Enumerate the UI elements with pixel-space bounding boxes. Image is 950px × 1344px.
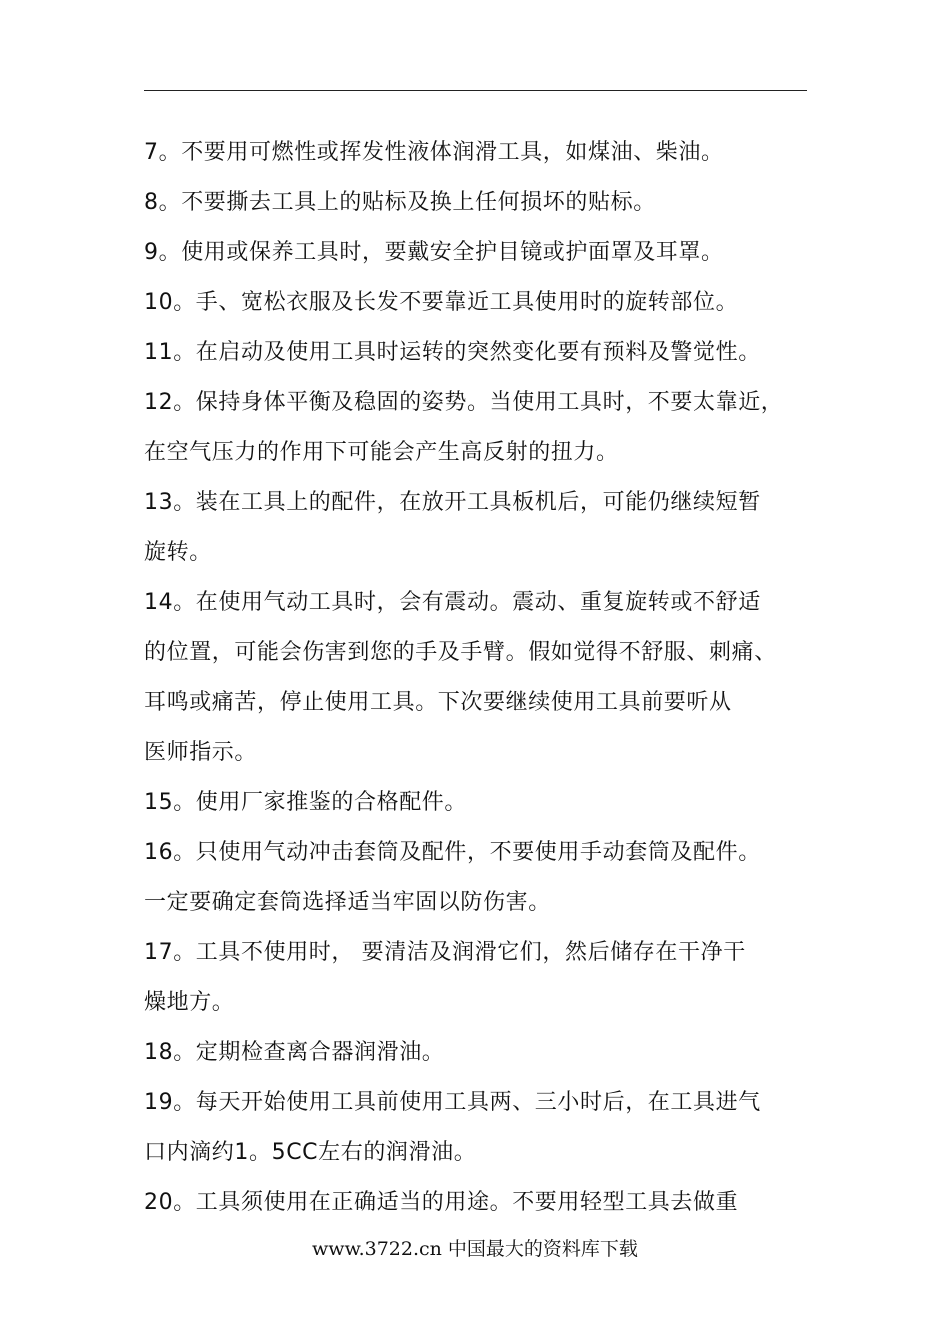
text-line: 11。在启动及使用工具时运转的突然变化要有预料及警觉性。 xyxy=(144,340,761,365)
text-line: 的位置，可能会伤害到您的手及手臂。假如觉得不舒服、刺痛、 xyxy=(144,640,777,665)
text-line: 13。装在工具上的配件，在放开工具板机后，可能仍继续短暂 xyxy=(144,490,761,515)
text-line: 20。工具须使用在正确适当的用途。不要用轻型工具去做重 xyxy=(144,1190,739,1215)
text-line: 燥地方。 xyxy=(144,990,235,1015)
text-line: 口内滴约1。5CC左右的润滑油。 xyxy=(144,1140,477,1165)
text-line: 16。只使用气动冲击套筒及配件，不要使用手动套筒及配件。 xyxy=(144,840,761,865)
header-rule xyxy=(144,90,807,91)
text-line: 耳鸣或痛苦，停止使用工具。下次要继续使用工具前要听从 xyxy=(144,690,732,715)
text-line: 15。使用厂家推鉴的合格配件。 xyxy=(144,790,467,815)
text-line: 在空气压力的作用下可能会产生高反射的扭力。 xyxy=(144,440,619,465)
text-line: 9。使用或保养工具时，要戴安全护目镜或护面罩及耳罩。 xyxy=(144,240,724,265)
text-line: 12。保持身体平衡及稳固的姿势。当使用工具时，不要太靠近， xyxy=(144,390,784,415)
text-line: 14。在使用气动工具时，会有震动。震动、重复旋转或不舒适 xyxy=(144,590,761,615)
text-line: 7。不要用可燃性或挥发性液体润滑工具，如煤油、柴油。 xyxy=(144,140,724,165)
text-line: 19。每天开始使用工具前使用工具两、三小时后，在工具进气 xyxy=(144,1090,761,1115)
text-line: 17。工具不使用时， 要清洁及润滑它们，然后储存在干净干 xyxy=(144,940,746,965)
document-body xyxy=(144,128,820,1228)
text-line: 旋转。 xyxy=(144,540,212,565)
text-line: 8。不要撕去工具上的贴标及换上任何损坏的贴标。 xyxy=(144,190,656,215)
text-line: 医师指示。 xyxy=(144,740,258,765)
text-line: 一定要确定套筒选择适当牢固以防伤害。 xyxy=(144,890,551,915)
footer-source: www.3722.cn 中国最大的资料库下载 xyxy=(312,1238,638,1260)
text-line: 18。定期检查离合器润滑油。 xyxy=(144,1040,445,1065)
text-line: 10。手、宽松衣服及长发不要靠近工具使用时的旋转部位。 xyxy=(144,290,739,315)
